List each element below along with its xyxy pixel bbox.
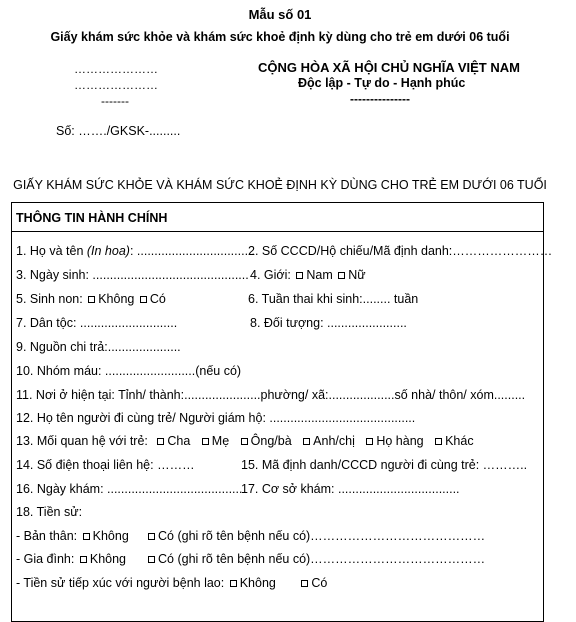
field-contact-phone[interactable]: 14. Số điện thoại liên hệ: ……… <box>16 458 195 472</box>
field-preterm <box>16 292 166 306</box>
history-family-no-checkbox[interactable] <box>80 556 87 563</box>
agency-dots-1: ………………… <box>74 62 158 76</box>
field-gender <box>250 268 366 282</box>
field-companion-name[interactable]: 12. Họ tên người đi cùng trẻ/ Người giám hộ: .......................................... <box>16 411 416 425</box>
field-id-number[interactable]: 2. Số CCCD/Hộ chiếu/Mã định danh:…………………… <box>248 244 553 258</box>
tb-contact-row <box>16 576 327 590</box>
history-self-label: - Bản thân: <box>16 529 78 543</box>
relation-relative-checkbox[interactable] <box>366 438 373 445</box>
preterm-no-label: Không <box>98 292 135 306</box>
history-family-yes-checkbox[interactable] <box>148 556 155 563</box>
document-number: Số: ……./GKSK-......... <box>56 124 181 138</box>
relation-father-checkbox[interactable] <box>157 438 164 445</box>
history-family-row <box>16 552 126 566</box>
tb-contact-no-label: Không <box>239 576 276 590</box>
history-self-yes-detail[interactable]: Có (ghi rõ tên bệnh nếu có)…………………………………… <box>158 529 486 543</box>
gender-male-checkbox[interactable] <box>296 272 303 279</box>
medical-history-label: 18. Tiền sử: <box>16 505 83 519</box>
relation-grandparent-checkbox[interactable] <box>241 438 248 445</box>
document-title: GIẤY KHÁM SỨC KHỎE VÀ KHÁM SỨC KHOẺ ĐỊNH KỲ DÙNG CHO TRẺ EM DƯỚI 06 TUỔI <box>13 178 547 192</box>
history-family-yes-detail[interactable]: Có (ghi rõ tên bệnh nếu có)…………………………………… <box>158 552 486 566</box>
full-name-dots: : .................................. <box>129 244 255 258</box>
relation-option-label: Mẹ <box>211 434 230 448</box>
history-self-yes-option <box>146 529 485 543</box>
field-target-group[interactable]: 8. Đối tượng: ....................... <box>250 316 407 330</box>
field-relationship <box>16 434 474 448</box>
relationship-label: 13. Mối quan hệ với trẻ: <box>16 434 148 448</box>
preterm-yes-label: Có <box>149 292 166 306</box>
history-self-no-label: Không <box>92 529 129 543</box>
gender-female-label: Nữ <box>348 268 366 282</box>
gender-label: 4. Giới: <box>250 268 291 282</box>
history-self-yes-checkbox[interactable] <box>148 533 155 540</box>
tb-contact-label: - Tiền sử tiếp xúc với người bệnh lao: <box>16 576 225 590</box>
history-family-no-label: Không <box>89 552 127 566</box>
field-gestation-weeks[interactable]: 6. Tuần thai khi sinh:........ tuần <box>248 292 419 306</box>
preterm-yes-checkbox[interactable] <box>140 296 147 303</box>
relation-option-label: Ông/bà <box>250 434 292 448</box>
form-subtitle: Giấy khám sức khỏe và khám sức khoẻ định kỳ dùng cho trẻ em dưới 06 tuổi <box>50 30 510 44</box>
form-header-divider <box>11 231 544 232</box>
tb-contact-yes-checkbox[interactable] <box>301 580 308 587</box>
relation-other-checkbox[interactable] <box>435 438 442 445</box>
preterm-label: 5. Sinh non: <box>16 292 83 306</box>
field-date-of-birth[interactable]: 3. Ngày sinh: ............................................. <box>16 268 249 282</box>
section-title: THÔNG TIN HÀNH CHÍNH <box>16 211 168 225</box>
gender-female-checkbox[interactable] <box>338 272 345 279</box>
gender-male-label: Nam <box>306 268 333 282</box>
tb-contact-no-checkbox[interactable] <box>230 580 237 587</box>
history-family-label: - Gia đình: <box>16 552 75 566</box>
history-self-no-checkbox[interactable] <box>83 533 90 540</box>
full-name-hint: (In hoa) <box>86 244 130 258</box>
field-payment-source[interactable]: 9. Nguồn chi trả:..................... <box>16 340 181 354</box>
field-full-name[interactable] <box>16 244 255 258</box>
relation-mother-checkbox[interactable] <box>202 438 209 445</box>
relation-option-label: Họ hàng <box>376 434 424 448</box>
history-self-row <box>16 529 129 543</box>
motto-dashes: --------------- <box>350 92 410 106</box>
tb-contact-yes-label: Có <box>311 576 328 590</box>
country-name: CỘNG HÒA XÃ HỘI CHỦ NGHĨA VIỆT NAM <box>258 60 520 75</box>
history-family-yes-option <box>146 552 485 566</box>
national-motto: Độc lập - Tự do - Hạnh phúc <box>298 76 466 90</box>
relation-option-label: Khác <box>445 434 474 448</box>
agency-dashes: ------- <box>101 94 129 108</box>
preterm-no-checkbox[interactable] <box>88 296 95 303</box>
agency-dots-2: ………………… <box>74 78 158 92</box>
relation-option-label: Cha <box>167 434 191 448</box>
relation-sibling-checkbox[interactable] <box>303 438 310 445</box>
field-current-address[interactable]: 11. Nơi ở hiện tại: Tỉnh/ thành:......................phường/ xã:...................số nhà/ thôn/ xóm......... <box>16 388 526 402</box>
field-ethnicity[interactable]: 7. Dân tộc: ............................ <box>16 316 178 330</box>
field-companion-id[interactable]: 15. Mã định danh/CCCD người đi cùng trẻ: ……….. <box>241 458 528 472</box>
field-exam-date[interactable]: 16. Ngày khám: ....................................... <box>16 482 243 496</box>
full-name-label: 1. Họ và tên <box>16 244 87 258</box>
field-exam-facility[interactable]: 17. Cơ sở khám: ................................... <box>241 482 460 496</box>
relation-option-label: Anh/chị <box>313 434 355 448</box>
form-number: Mẫu số 01 <box>248 7 312 22</box>
field-blood-type[interactable]: 10. Nhóm máu: ..........................(nếu có) <box>16 364 242 378</box>
